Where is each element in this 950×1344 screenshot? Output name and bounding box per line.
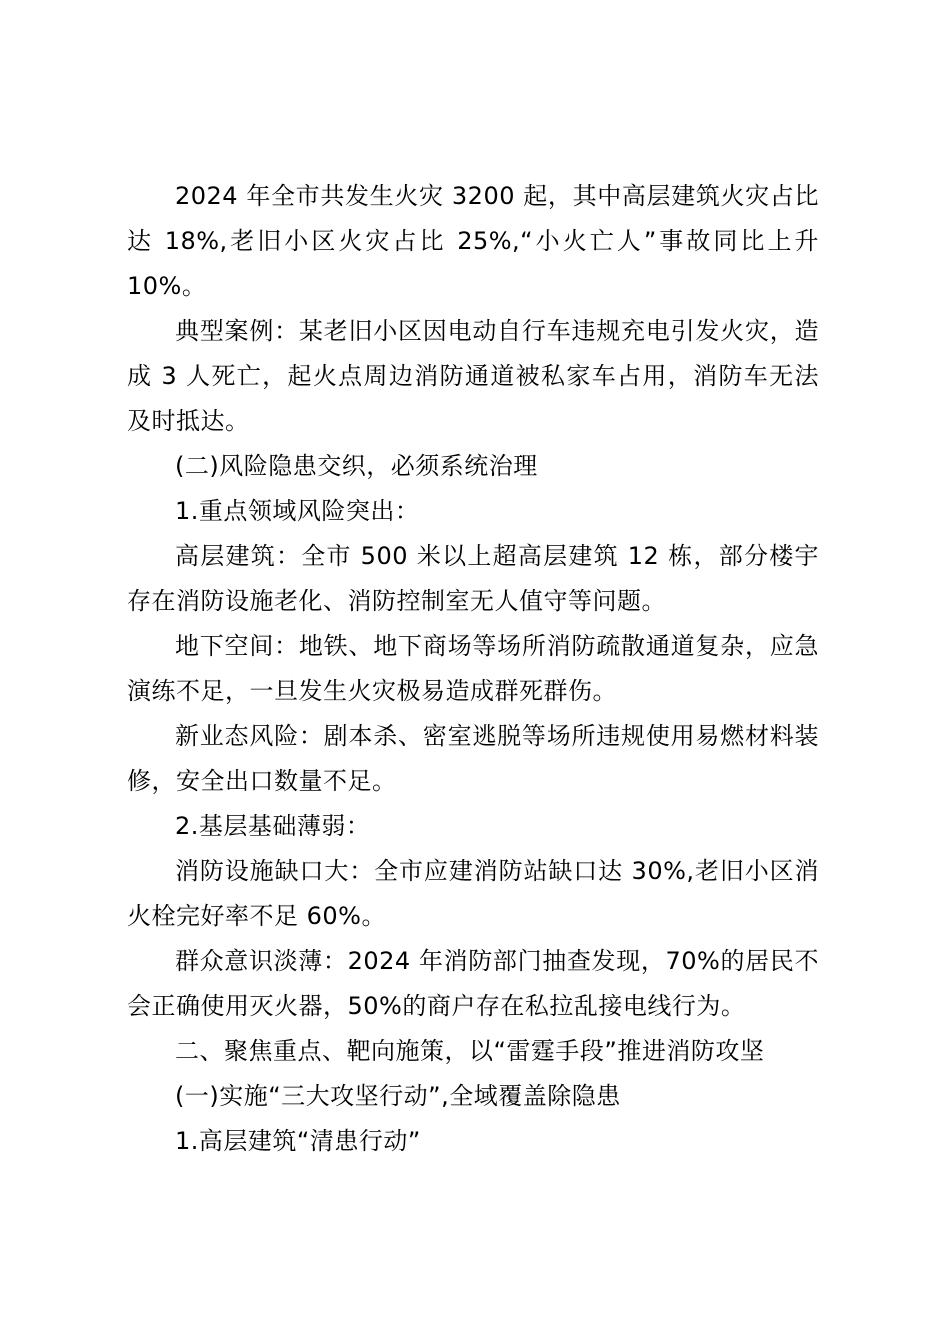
paragraph-high-rise-buildings: 高层建筑：全市 500 米以上超高层建筑 12 栋，部分楼宇存在消防设施老化、消防控制室无人值守等问题。 [127,542,819,615]
paragraph-underground-space: 地下空间：地铁、地下商场等场所消防疏散通道复杂，应急演练不足，一旦发生火灾极易造成群死群伤。 [127,632,819,705]
paragraph-facility-gap: 消防设施缺口大：全市应建消防站缺口达 30%,老旧小区消火栓完好率不足 60%。 [127,857,819,930]
subheading-weak-foundation: 2.基层基础薄弱： [175,812,371,840]
subheading-three-campaigns: (一)实施“三大攻坚行动”,全域覆盖除隐患 [175,1082,621,1110]
paragraph-fire-statistics: 2024 年全市共发生火灾 3200 起，其中高层建筑火灾占比达 18%,老旧小区火灾占比 25%,“小火亡人”事故同比上升 10%。 [127,182,819,300]
paragraph-typical-case: 典型案例：某老旧小区因电动自行车违规充电引发火灾，造成 3 人死亡，起火点周边消防通道被私家车占用，消防车无法及时抵达。 [127,317,819,435]
paragraph-new-business-risk: 新业态风险：剧本杀、密室逃脱等场所违规使用易燃材料装修，安全出口数量不足。 [127,722,819,795]
section-heading-risk-hazards: (二)风险隐患交织，必须系统治理 [175,452,538,480]
subheading-key-area-risks: 1.重点领域风险突出： [175,497,420,525]
paragraph-public-awareness: 群众意识淡薄：2024 年消防部门抽查发现，70%的居民不会正确使用灭火器，50%的商户存在私拉乱接电线行为。 [127,947,819,1020]
document-body [127,174,819,1164]
section-heading-focus-measures: 二、聚焦重点、靶向施策，以“雷霆手段”推进消防攻坚 [175,1037,765,1065]
subheading-high-rise-campaign: 1.高层建筑“清患行动” [175,1127,421,1155]
